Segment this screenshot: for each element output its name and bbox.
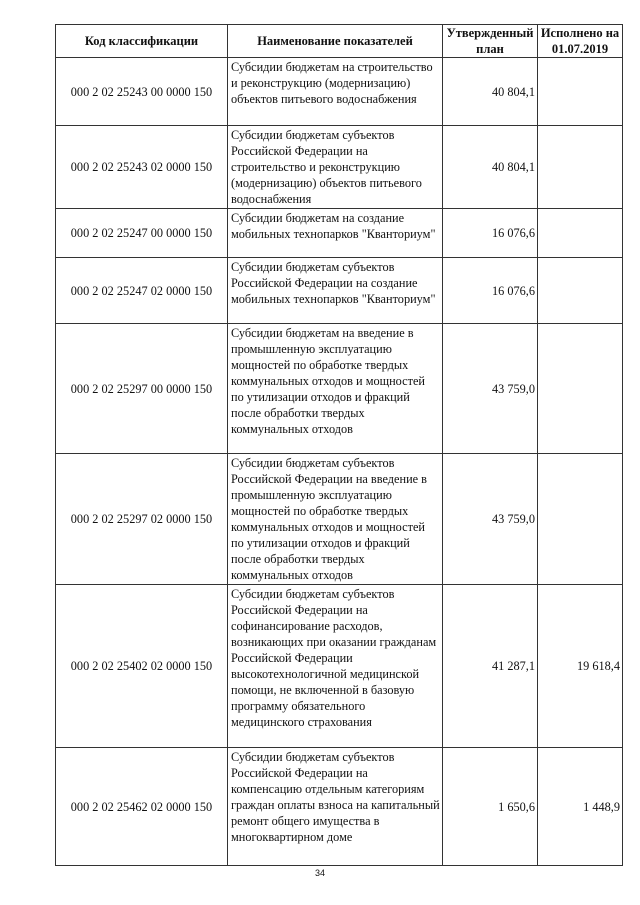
table-row — [56, 58, 623, 126]
plan-cell: 40 804,1 — [443, 126, 538, 209]
name-cell: Субсидии бюджетам субъектов Российской Федерации на введение в промышленную эксплуатацию мощностей по обработке твердых коммунальных отходов и мощностей по утилизации отходов и фракций после обработки твердых коммунальных отходов — [228, 454, 443, 585]
header-plan: Утвержденный план — [443, 25, 538, 58]
plan-cell: 1 650,6 — [443, 748, 538, 866]
done-cell: 19 618,4 — [538, 585, 623, 748]
code-cell: 000 2 02 25247 02 0000 150 — [56, 258, 228, 324]
name-cell: Субсидии бюджетам субъектов Российской Федерации на компенсацию отдельным категориям граждан оплаты взноса на капитальный ремонт общего имущества в многоквартирном доме — [228, 748, 443, 866]
plan-cell: 40 804,1 — [443, 58, 538, 126]
name-cell: Субсидии бюджетам на введение в промышленную эксплуатацию мощностей по обработке твердых коммунальных отходов и мощностей по утилизации отходов и фракций после обработки твердых коммунальных отходов — [228, 324, 443, 454]
name-cell: Субсидии бюджетам субъектов Российской Федерации на строительство и реконструкцию (модернизацию) объектов питьевого водоснабжения — [228, 126, 443, 209]
done-cell — [538, 454, 623, 585]
name-cell: Субсидии бюджетам на создание мобильных технопарков "Кванториум" — [228, 209, 443, 258]
code-cell: 000 2 02 25243 00 0000 150 — [56, 58, 228, 126]
code-cell: 000 2 02 25402 02 0000 150 — [56, 585, 228, 748]
plan-cell: 43 759,0 — [443, 324, 538, 454]
table-row — [56, 258, 623, 324]
header-row — [56, 25, 623, 58]
table-row — [56, 454, 623, 585]
code-cell: 000 2 02 25243 02 0000 150 — [56, 126, 228, 209]
done-cell — [538, 126, 623, 209]
table-row — [56, 126, 623, 209]
plan-cell: 41 287,1 — [443, 585, 538, 748]
plan-cell: 16 076,6 — [443, 209, 538, 258]
name-cell: Субсидии бюджетам на строительство и реконструкцию (модернизацию) объектов питьевого водоснабжения — [228, 58, 443, 126]
done-cell — [538, 258, 623, 324]
name-cell: Субсидии бюджетам субъектов Российской Федерации на софинансирование расходов, возникающих при оказании гражданам Российской Федерации высокотехнологичной медицинской помощи, не включенной в базовую программу обязательного медицинского страхования — [228, 585, 443, 748]
budget-table — [55, 24, 623, 866]
done-cell — [538, 324, 623, 454]
name-cell: Субсидии бюджетам субъектов Российской Федерации на создание мобильных технопарков "Кванториум" — [228, 258, 443, 324]
code-cell: 000 2 02 25297 00 0000 150 — [56, 324, 228, 454]
done-cell — [538, 209, 623, 258]
header-done: Исполнено на 01.07.2019 — [538, 25, 623, 58]
code-cell: 000 2 02 25247 00 0000 150 — [56, 209, 228, 258]
plan-cell: 16 076,6 — [443, 258, 538, 324]
table-row — [56, 324, 623, 454]
code-cell: 000 2 02 25297 02 0000 150 — [56, 454, 228, 585]
code-cell: 000 2 02 25462 02 0000 150 — [56, 748, 228, 866]
page-number: 34 — [314, 868, 325, 878]
done-cell — [538, 58, 623, 126]
plan-cell: 43 759,0 — [443, 454, 538, 585]
table-row — [56, 585, 623, 748]
table-row — [56, 748, 623, 866]
done-cell: 1 448,9 — [538, 748, 623, 866]
header-code: Код классификации — [56, 25, 228, 58]
table-row — [56, 209, 623, 258]
header-name: Наименование показателей — [228, 25, 443, 58]
